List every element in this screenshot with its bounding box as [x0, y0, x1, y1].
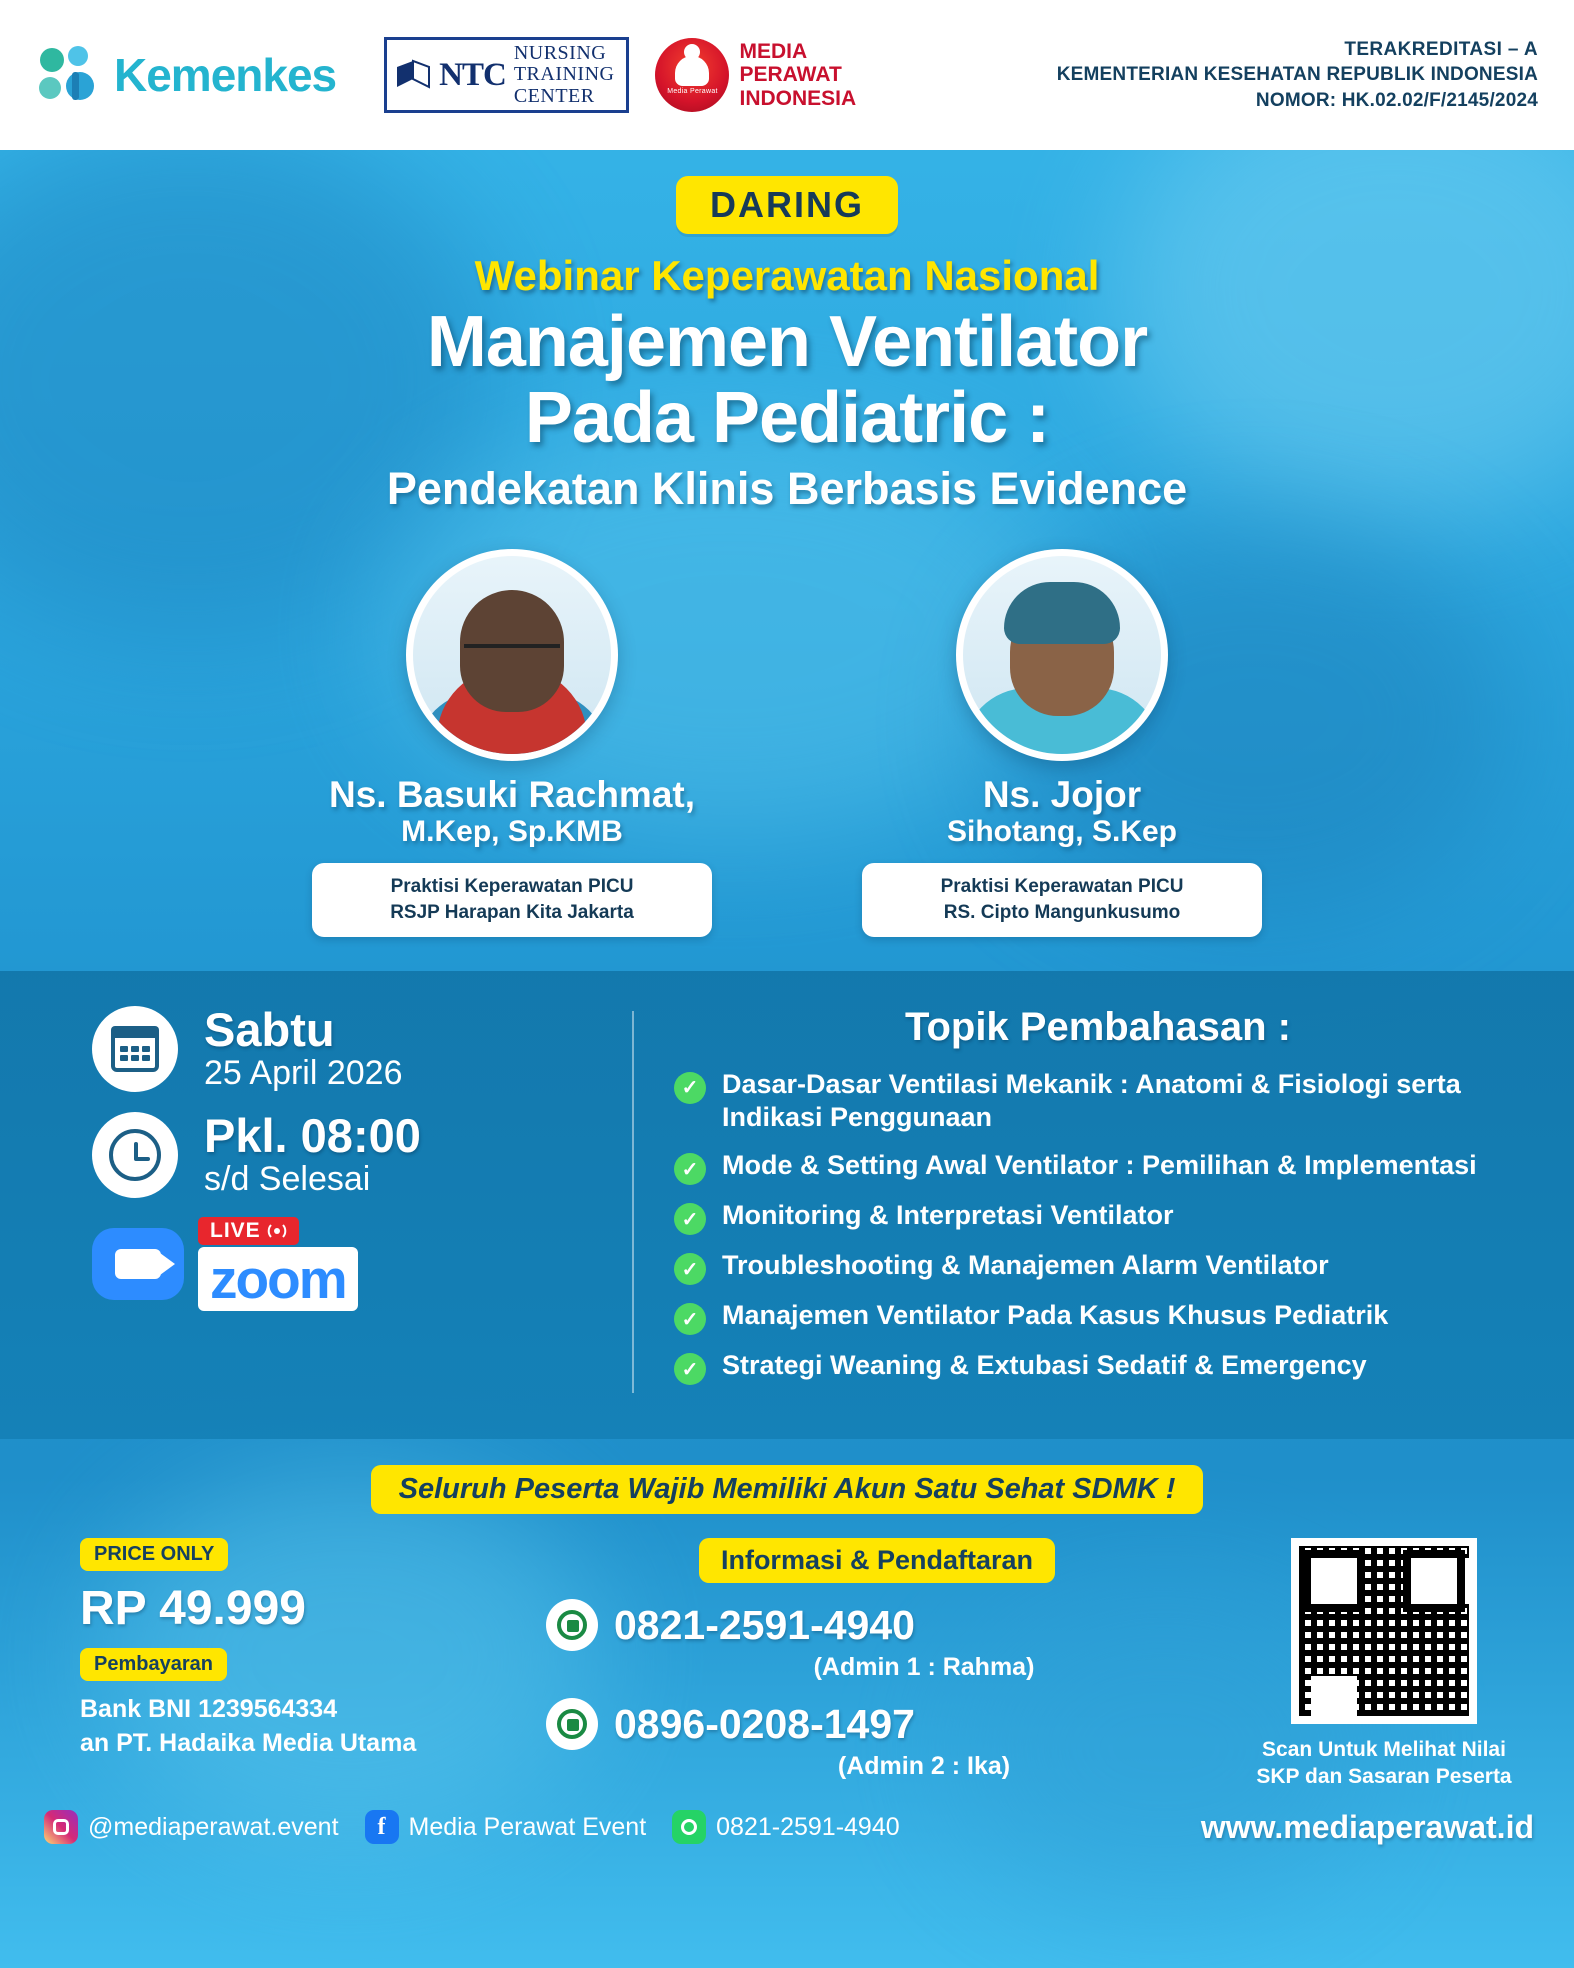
schedule-date: 25 April 2026 [204, 1053, 403, 1092]
topic-text: Strategi Weaning & Extubasi Sedatif & Emergency [722, 1350, 1367, 1381]
speaker-role-badge [312, 863, 712, 936]
whatsapp-number: 0821-2591-4940 [716, 1812, 900, 1841]
ntc-line3: CENTER [513, 84, 595, 107]
check-icon: ✓ [674, 1353, 706, 1385]
social-instagram[interactable] [44, 1810, 339, 1844]
speaker-role-line2: RS. Cipto Mangunkusumo [943, 901, 1181, 923]
list-item [674, 1349, 1522, 1385]
info-label: Informasi & Pendaftaran [699, 1538, 1055, 1583]
accreditation-line2: KEMENTERIAN KESEHATAN REPUBLIK INDONESIA [1056, 64, 1538, 86]
ntc-logo [384, 37, 629, 113]
topic-text: Mode & Setting Awal Ventilator : Pemilihan & Implementasi [722, 1150, 1477, 1181]
calendar-icon [92, 1006, 178, 1092]
media-perawat-badge-icon [655, 38, 729, 112]
ntc-words [514, 43, 615, 108]
whatsapp-icon [546, 1599, 598, 1651]
mpi-line2: PERAWAT [739, 63, 842, 87]
topic-text: Manajemen Ventilator Pada Kasus Khusus Pediatrik [722, 1300, 1389, 1331]
topic-text: Monitoring & Interpretasi Ventilator [722, 1200, 1174, 1231]
footer-columns [40, 1538, 1534, 1791]
qr-caption-line1: Scan Untuk Melihat Nilai [1262, 1738, 1506, 1762]
speaker-name: Ns. Basuki Rachmat, [328, 773, 696, 815]
zoom-logo [198, 1217, 358, 1311]
schedule-day: Sabtu [204, 1002, 335, 1056]
accreditation-info [1057, 37, 1538, 114]
hero-subtitle: Webinar Keperawatan Nasional [474, 252, 1100, 299]
facebook-icon: f [365, 1810, 399, 1844]
payment-label: Pembayaran [80, 1648, 227, 1681]
list-item [674, 1149, 1522, 1185]
schedule-section [52, 1002, 612, 1400]
social-bar [0, 1791, 1574, 1868]
contact-admin: (Admin 2 : Ika) [837, 1752, 1011, 1781]
hero-title-line1: Manajemen Ventilator [426, 302, 1148, 382]
qr-code[interactable] [1291, 1538, 1477, 1724]
topics-section [674, 1005, 1522, 1400]
instagram-icon [44, 1810, 78, 1844]
avatar [413, 556, 611, 754]
header-bar [0, 0, 1574, 150]
media-perawat-badge-label: Media Perawat [667, 87, 718, 95]
time-row [52, 1111, 612, 1199]
speaker-role-line1: Praktisi Keperawatan PICU [390, 876, 634, 898]
check-icon: ✓ [674, 1072, 706, 1104]
list-item [674, 1299, 1522, 1335]
accreditation-line1: TERAKREDITASI – A [1344, 38, 1538, 60]
hero-section [0, 150, 1574, 515]
avatar [963, 556, 1161, 754]
speaker-role-line2: RSJP Harapan Kita Jakarta [390, 901, 634, 923]
bank-holder: an PT. Hadaika Media Utama [80, 1728, 417, 1757]
instagram-handle: @mediaperawat.event [88, 1812, 339, 1841]
hero-title-line3: Pendekatan Klinis Berbasis Evidence [386, 462, 1188, 514]
speaker-card [842, 549, 1282, 937]
pricing-column [40, 1538, 520, 1791]
footer-section [0, 1439, 1574, 1791]
zoom-wordmark: zoom [198, 1247, 358, 1311]
notice-banner: Seluruh Peserta Wajib Memiliki Akun Satu Sehat SDMK ! [371, 1465, 1204, 1514]
price-value: RP 49.999 [80, 1582, 306, 1636]
bank-account: Bank BNI 1239564334 [80, 1695, 338, 1724]
speaker-role-badge [862, 863, 1262, 936]
check-icon: ✓ [674, 1203, 706, 1235]
kemenkes-wordmark: Kemenkes [114, 49, 337, 101]
mpi-line1: MEDIA [739, 39, 808, 63]
list-item [674, 1249, 1522, 1285]
social-facebook[interactable] [365, 1810, 647, 1844]
list-item [674, 1199, 1522, 1235]
mpi-line3: INDONESIA [739, 86, 857, 110]
topic-text: Dasar-Dasar Ventilasi Mekanik : Anatomi & Fisiologi serta Indikasi Penggunaan [722, 1068, 1461, 1133]
contact-admin: (Admin 1 : Rahma) [813, 1653, 1035, 1682]
check-icon: ✓ [674, 1303, 706, 1335]
contact-row[interactable] [520, 1698, 1234, 1750]
social-whatsapp[interactable] [672, 1810, 900, 1844]
speaker-credentials: Sihotang, S.Kep [946, 815, 1177, 849]
contact-row[interactable] [520, 1599, 1234, 1651]
bank-details [80, 1693, 520, 1761]
qr-caption [1234, 1736, 1534, 1791]
speaker-avatar-ring [406, 549, 618, 761]
schedule-time-note: s/d Selesai [204, 1160, 371, 1199]
speaker-card [292, 549, 732, 937]
media-perawat-logo [655, 38, 856, 112]
ntc-book-icon [395, 53, 431, 97]
broadcast-icon [267, 1223, 287, 1239]
speaker-name: Ns. Jojor [982, 773, 1142, 815]
speaker-role-line1: Praktisi Keperawatan PICU [940, 876, 1184, 898]
schedule-topics-band [0, 971, 1574, 1440]
topic-text: Troubleshooting & Manajemen Alarm Ventilator [722, 1250, 1329, 1281]
ntc-abbr: NTC [439, 56, 506, 93]
date-row [52, 1002, 612, 1093]
check-icon: ✓ [674, 1253, 706, 1285]
topics-title: Topik Pembahasan : [904, 1004, 1291, 1049]
qr-column [1234, 1538, 1534, 1791]
whatsapp-icon [672, 1810, 706, 1844]
contact-number[interactable]: 0821-2591-4940 [614, 1601, 915, 1648]
contact-column [520, 1538, 1234, 1791]
ntc-line1: NURSING [513, 41, 607, 64]
speakers-section [0, 549, 1574, 937]
facebook-handle: Media Perawat Event [408, 1812, 647, 1841]
media-perawat-wordmark [739, 40, 856, 111]
speaker-avatar-ring [956, 549, 1168, 761]
whatsapp-icon [546, 1698, 598, 1750]
hero-title-line2: Pada Pediatric : [524, 378, 1050, 459]
contact-number[interactable]: 0896-0208-1497 [614, 1700, 915, 1747]
accreditation-line3: NOMOR: HK.02.02/F/2145/2024 [1255, 89, 1538, 111]
video-camera-icon [92, 1228, 184, 1300]
kemenkes-logo [36, 44, 336, 106]
qr-caption-line2: SKP dan Sasaran Peserta [1256, 1765, 1512, 1789]
band-divider [632, 1011, 634, 1394]
check-icon: ✓ [674, 1153, 706, 1185]
daring-badge: DARING [676, 176, 898, 234]
schedule-time: Pkl. 08:00 [204, 1109, 421, 1163]
clock-icon [92, 1112, 178, 1198]
list-item [674, 1068, 1522, 1136]
ntc-line2: TRAINING [513, 63, 615, 86]
kemenkes-mark-icon [36, 44, 102, 106]
price-label: PRICE ONLY [80, 1538, 228, 1571]
live-badge [198, 1217, 299, 1245]
live-label: LIVE [210, 1219, 261, 1243]
website-url[interactable]: www.mediaperawat.id [1200, 1808, 1534, 1845]
speaker-credentials: M.Kep, Sp.KMB [401, 815, 623, 849]
topics-list [674, 1068, 1522, 1386]
platform-row [52, 1217, 612, 1311]
